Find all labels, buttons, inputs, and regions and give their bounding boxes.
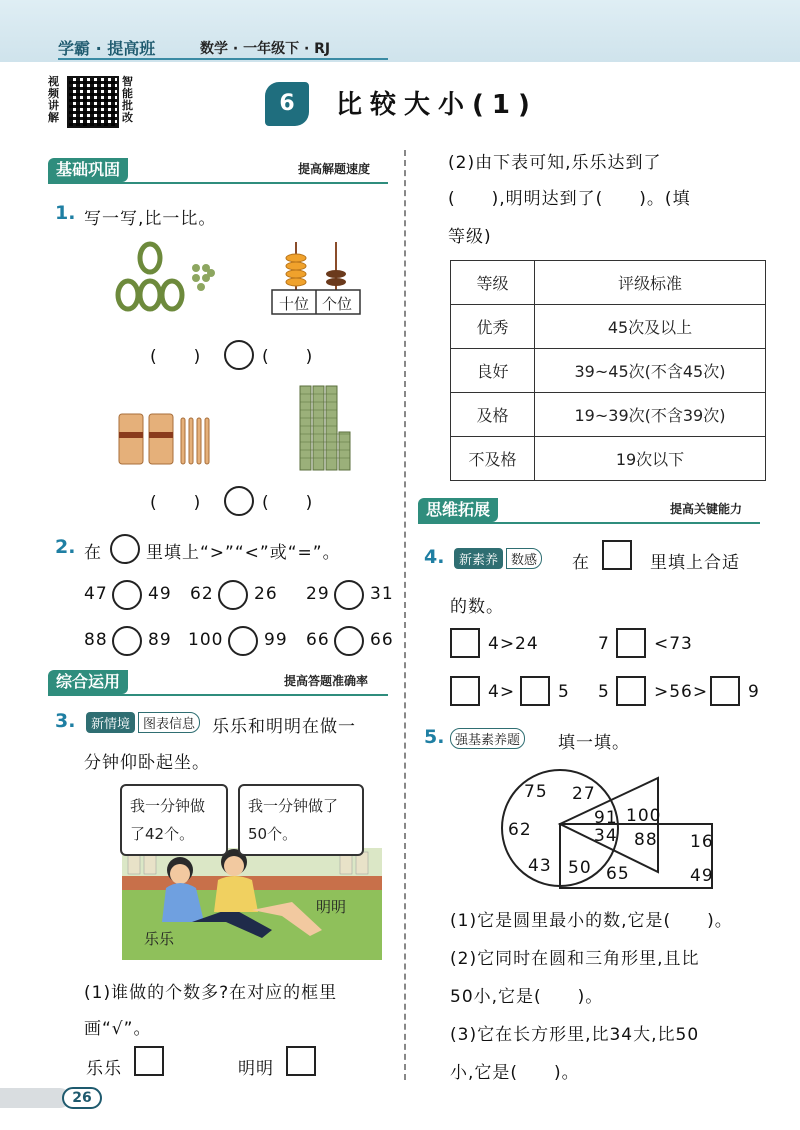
q4-box-5[interactable] [616,676,646,706]
q5-text: 填一填。 [558,733,630,753]
table-cell: 19次以下 [535,437,766,481]
section-basic-line [48,182,388,184]
fig-num-91: 91 [594,808,618,828]
q5-number: 5. [424,726,445,748]
q1-text: 写一写,比一比。 [84,209,217,229]
fig-num-34: 34 [594,826,618,846]
q4-inline-box [602,540,632,570]
lesson-title: 比较大小(1) [336,90,538,120]
fig-num-50: 50 [568,858,592,878]
q1-number: 1. [55,202,76,224]
q4-text-a: 在 [572,553,590,573]
fig-num-16: 16 [690,832,714,852]
fig-num-100: 100 [626,806,662,826]
q4-box-2[interactable] [616,628,646,658]
q2-pair3-right: 31 [370,584,394,604]
q4-tag-number-sense: 数感 [506,548,542,569]
qr-code[interactable] [67,76,119,128]
table-row [451,349,766,393]
q2-pair1-right: 49 [148,584,172,604]
q4-row2-a-mid: 4> [488,682,516,702]
beads-picture [110,240,230,320]
abacus-ones-label: 个位 [321,295,352,313]
q4-row1-b-pre: 7 [598,634,610,654]
fig-num-62: 62 [508,820,532,840]
table-cell: 45次及以上 [535,305,766,349]
q2-pair5-circle[interactable] [228,626,258,656]
table-row [451,437,766,481]
q3-option-mingming: 明明 [238,1059,274,1079]
q5-sub2-line2: 50小,它是( )。 [450,987,604,1007]
sticks-picture [115,408,225,468]
table-cell: 不及格 [451,437,535,481]
q4-box-3[interactable] [450,676,480,706]
section-basic-tab: 基础巩固 [48,158,128,182]
q5-sub1: (1)它是圆里最小的数,它是( )。 [450,911,733,931]
q2-pair3-circle[interactable] [334,580,364,610]
section-think-tab: 思维拓展 [418,498,498,522]
q4-tag-new-literacy: 新素养 [454,548,503,569]
q3-checkbox-mingming[interactable] [286,1046,316,1076]
page-footer-bar [0,1088,70,1108]
kid-label-lele: 乐乐 [144,930,175,948]
brand-title: 学霸 · 提高班 [58,39,156,58]
q4-box-6[interactable] [710,676,740,706]
q2-text-a: 在 [84,543,102,563]
fig-num-43: 43 [528,856,552,876]
table-row [451,393,766,437]
table-header: 评级标准 [535,261,766,305]
q4-row2-b-end: 9 [748,682,760,702]
table-cell: 39~45次(不含45次) [535,349,766,393]
q4-text-b: 里填上合适 [650,553,740,573]
section-apply-line [48,694,388,696]
q5-sub2-line1: (2)它同时在圆和三角形里,且比 [450,949,700,969]
fig-num-65: 65 [606,864,630,884]
q4-text-c: 的数。 [450,597,504,617]
q2-pair2-circle[interactable] [218,580,248,610]
section-apply-note: 提高答题准确率 [284,674,369,688]
q5-sub3-line2: 小,它是( )。 [450,1063,580,1083]
q3-text-line2: 分钟仰卧起坐。 [84,753,210,773]
fig-num-27: 27 [572,784,596,804]
q2-pair1-circle[interactable] [112,580,142,610]
section-basic-note: 提高解题速度 [298,162,371,176]
q5-sub3-line1: (3)它在长方形里,比34大,比50 [450,1025,700,1045]
lesson-number: 6 [265,82,309,126]
q4-row2-b-pre: 5 [598,682,610,702]
q2-number: 2. [55,536,76,558]
abacus-tens-label: 十位 [278,295,309,313]
q4-row1-a: 4>24 [488,634,539,654]
header-underline [58,58,388,60]
speech-bubble-mingming: 我一分钟做了50个。 [238,784,364,856]
q2-pair4-left: 88 [84,630,108,650]
table-cell: 及格 [451,393,535,437]
q2-pair5-left: 100 [188,630,224,650]
q2-pair1-left: 47 [84,584,108,604]
fig-num-75: 75 [524,782,548,802]
q3-sub2-line3: 等级) [448,227,492,247]
q4-box-4[interactable] [520,676,550,706]
qr-left-label: 视频讲解 [48,75,59,124]
q2-pair6-circle[interactable] [334,626,364,656]
q3-sub1-line2: 画“√”。 [84,1019,152,1039]
q4-row2-a-end: 5 [558,682,570,702]
section-think-note: 提高关键能力 [670,502,743,516]
q4-row2-b-mid: >56> [654,682,709,702]
fig-num-49: 49 [690,866,714,886]
q4-row1-b-post: <73 [654,634,693,654]
q1-blank-right-2[interactable]: ( ) [262,493,314,513]
table-row [451,305,766,349]
q2-pair3-left: 29 [306,584,330,604]
q3-sub2-line1: (2)由下表可知,乐乐达到了 [448,153,662,173]
grade-table [450,260,766,481]
q1-blank-left-2[interactable]: ( ) [150,493,202,513]
cubes-picture [296,384,356,472]
q4-number: 4. [424,546,445,568]
q5-tag: 强基素养题 [450,728,525,749]
subject-label: 数学 · 一年级下 · RJ [200,41,331,57]
q3-checkbox-lele[interactable] [134,1046,164,1076]
table-header: 等级 [451,261,535,305]
q3-sub2-line2: ( ),明明达到了( )。(填 [448,189,691,209]
q2-pair4-circle[interactable] [112,626,142,656]
q2-text-b: 里填上“>”“<”或“=”。 [146,543,341,563]
q3-number: 3. [55,710,76,732]
q2-pair4-right: 89 [148,630,172,650]
section-apply-tab: 综合运用 [48,670,128,694]
compare-circle-1[interactable] [224,340,254,370]
q2-pair2-left: 62 [190,584,214,604]
q2-inline-circle [110,534,140,564]
q2-pair2-right: 26 [254,584,278,604]
q3-option-lele: 乐乐 [86,1059,122,1079]
q1-blank-right-1[interactable]: ( ) [262,347,314,367]
q2-pair6-right: 66 [370,630,394,650]
qr-right-label: 智能批改 [122,75,133,124]
section-think-line [418,522,760,524]
table-cell: 19~39次(不含39次) [535,393,766,437]
q3-tag-new-context: 新情境 [86,712,135,733]
fig-num-88: 88 [634,830,658,850]
table-header-row [451,261,766,305]
q3-text-line1: 乐乐和明明在做一 [212,717,356,737]
table-cell: 优秀 [451,305,535,349]
q2-pair6-left: 66 [306,630,330,650]
speech-bubble-lele: 我一分钟做了42个。 [120,784,228,856]
q3-tag-chart-info: 图表信息 [138,712,200,733]
kid-label-mingming: 明明 [316,898,347,916]
q1-blank-left-1[interactable]: ( ) [150,347,202,367]
q2-pair5-right: 99 [264,630,288,650]
q3-sub1-line1: (1)谁做的个数多?在对应的框里 [84,983,338,1003]
column-divider [404,150,406,1080]
q4-box-1[interactable] [450,628,480,658]
page-number: 26 [62,1087,102,1109]
compare-circle-2[interactable] [224,486,254,516]
table-cell: 良好 [451,349,535,393]
